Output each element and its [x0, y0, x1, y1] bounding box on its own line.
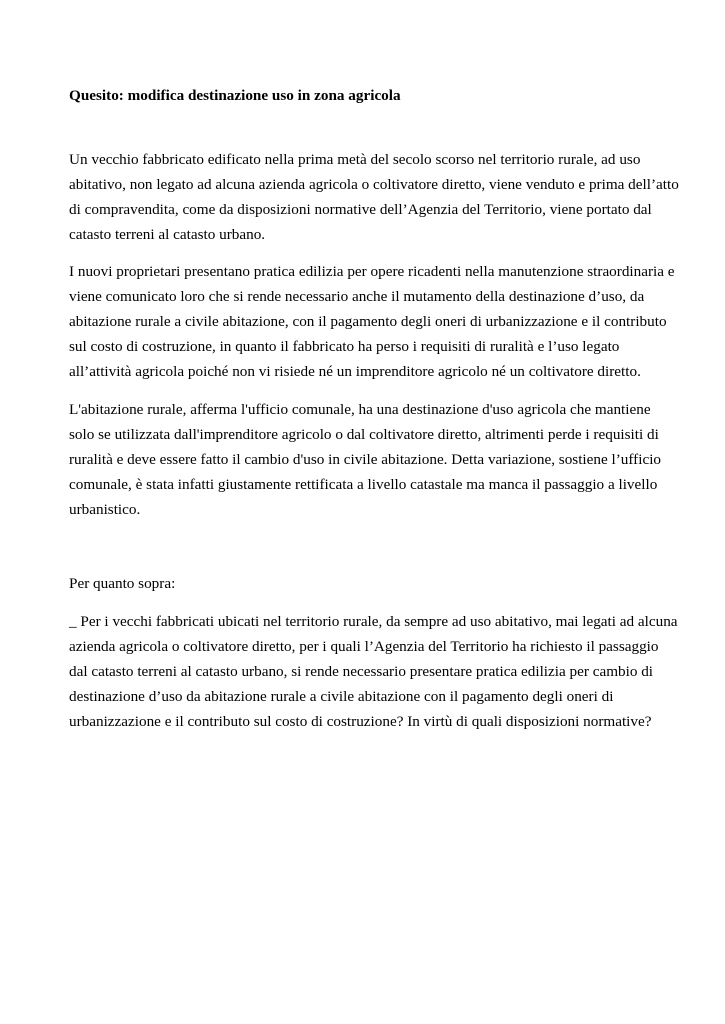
text-line: urbanizzazione e il contributo sul costo di costruzione? In virtù di quali disposizioni normative?: [69, 713, 652, 730]
text-line: _ Per i vecchi fabbricati ubicati nel territorio rurale, da sempre ad uso abitativo, mai legati ad alcuna: [69, 613, 678, 630]
text-line: L'abitazione rurale, afferma l'ufficio comunale, ha una destinazione d'uso agricola che mantiene: [69, 401, 651, 418]
text-line: all’attività agricola poiché non vi risiede né un imprenditore agricolo né un coltivatore diretto.: [69, 363, 641, 380]
text-line: catasto terreni al catasto urbano.: [69, 226, 266, 243]
text-line: ruralità e deve essere fatto il cambio d'uso in civile abitazione. Detta variazione, sostiene l’ufficio: [69, 451, 662, 468]
text-line: destinazione d’uso da abitazione rurale a civile abitazione con il pagamento degli oneri di: [69, 688, 614, 705]
text-line: I nuovi proprietari presentano pratica edilizia per opere ricadenti nella manutenzione straordinaria e: [69, 263, 675, 280]
paragraph-office-statement: [69, 397, 669, 522]
text-line: Un vecchio fabbricato edificato nella prima metà del secolo scorso nel territorio rurale, ad uso: [69, 151, 641, 168]
text-line: di compravendita, come da disposizioni normative dell’Agenzia del Territorio, viene portato dal: [69, 201, 652, 218]
paragraph-intro-question: [69, 571, 669, 596]
paragraph-question: [69, 609, 678, 734]
text-line: urbanistico.: [69, 501, 141, 518]
text-line: comunale, è stata infatti giustamente rettificata a livello catastale ma manca il passaggio a livello: [69, 476, 658, 493]
document-title: Quesito: modifica destinazione uso in zona agricola: [69, 87, 401, 104]
paragraph-description: [69, 147, 679, 247]
text-line: Per quanto sopra:: [69, 575, 176, 592]
text-line: abitazione rurale a civile abitazione, con il pagamento degli oneri di urbanizzazione e il contributo: [69, 313, 667, 330]
text-line: dal catasto terreni al catasto urbano, si rende necessario presentare pratica edilizia per cambio di: [69, 663, 654, 680]
text-line: solo se utilizzata dall'imprenditore agricolo o dal coltivatore diretto, altrimenti perde i requisiti di: [69, 426, 659, 443]
text-line: azienda agricola o coltivatore diretto, per i quali l’Agenzia del Territorio ha richiesto il passaggio: [69, 638, 659, 655]
text-line: abitativo, non legato ad alcuna azienda agricola o coltivatore diretto, viene venduto e prima dell’atto: [69, 176, 679, 193]
text-line: viene comunicato loro che si rende necessario anche il mutamento della destinazione d’uso, da: [69, 288, 645, 305]
paragraph-owners: [69, 259, 675, 384]
text-line: sul costo di costruzione, in quanto il fabbricato ha perso i requisiti di ruralità e l’uso legato: [69, 338, 620, 355]
